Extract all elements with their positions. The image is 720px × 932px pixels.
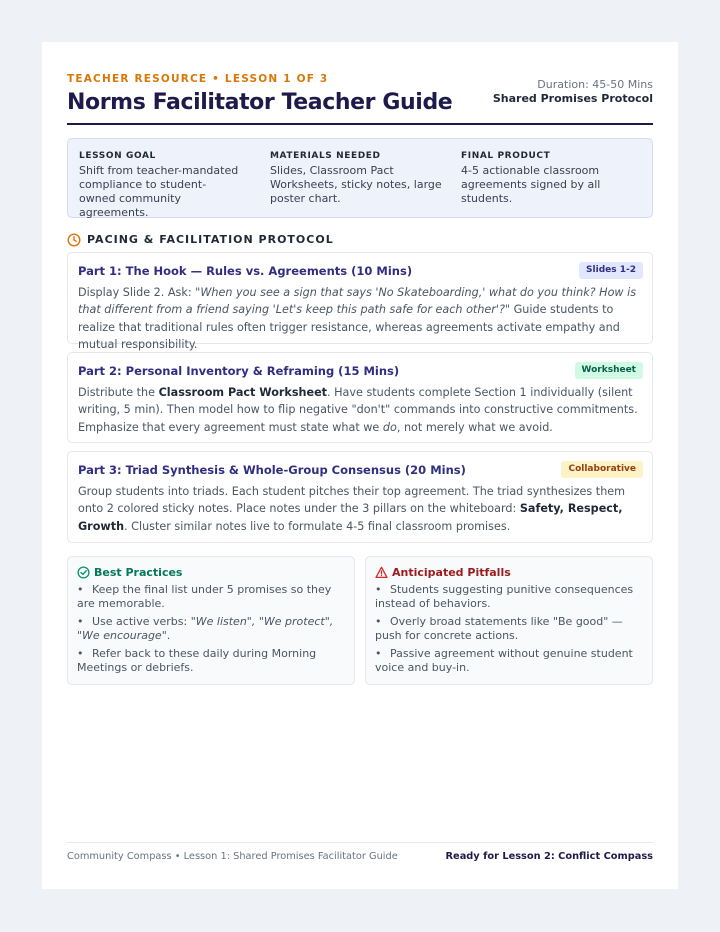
final-product-text: 4-5 actionable classroom agreements signed by all students. [461,164,601,205]
final-product [461,151,641,206]
best-practices-box [67,556,355,685]
page-title: Norms Facilitator Teacher Guide [67,90,453,115]
part-1-title: Part 1: The Hook — Rules vs. Agreements (10 Mins) [78,264,413,278]
list-item: • Refer back to these daily during Morning Meetings or debriefs. [77,647,317,674]
clock-icon [67,232,81,246]
materials-text: Slides, Classroom Pact Worksheets, sticky notes, large poster chart. [270,164,442,205]
part-2-title: Part 2: Personal Inventory & Reframing (15 Mins) [78,364,400,378]
part-2-text-a: Distribute the [78,386,159,399]
pitfall-2: Overly broad statements like "Be good" — push for concrete actions. [375,615,623,642]
pacing-card-part-1 [67,252,653,351]
check-circle-icon [77,566,90,579]
pacing-card-part-2 [67,352,653,443]
part-3-badge: Collaborative [561,461,643,478]
best-practice-3: Refer back to these daily during Morning Meetings or debriefs. [77,647,317,674]
part-1-description [78,284,646,353]
warning-triangle-icon [375,566,388,579]
pitfalls-title: Anticipated Pitfalls [392,566,511,579]
part-3-text-a: Group students into triads. Each student pitches their top agreement. The triad synthesizes them onto 2 colored sticky notes. Place notes under the 3 pillars on the whiteboard: [78,485,626,516]
best-practices-heading [77,566,182,579]
footer-divider [67,842,653,843]
lesson-meta [493,78,653,106]
list-item: • Passive agreement without genuine student voice and buy-in. [375,647,633,674]
part-2-badge: Worksheet [575,362,644,379]
pitfalls-box [365,556,653,685]
part-2-text-b: . Have students complete Section 1 individually (silent writing, 5 min). Then model how to flip negative "don't" commands into constructive commitments. Emphasize that every agreement must state what we [78,386,638,434]
list-item: • Keep the final list under 5 promises so they are memorable. [77,583,332,610]
part-3-description [78,483,646,535]
part-1-text-a: Display Slide 2. Ask: " [78,286,201,299]
lesson-goal [79,151,259,220]
pitfalls-heading [375,566,511,579]
protocol-name: Shared Promises Protocol [492,92,653,105]
part-2-description [78,384,646,436]
pacing-heading-text: PACING & FACILITATION PROTOCOL [87,232,334,246]
best-practice-2-quote: "We listen", "We protect", "We encourage" [77,615,334,642]
lesson-goal-label: LESSON GOAL [79,151,156,161]
list-item: • Use active verbs: "We listen", "We protect", "We encourage". [77,615,334,642]
header-divider [67,123,653,125]
lesson-summary-box [67,138,653,218]
pitfall-3: Passive agreement without genuine student voice and buy-in. [375,647,633,674]
part-2-bold: Classroom Pact Worksheet [158,386,328,399]
best-practice-2a: Use active verbs: [92,615,191,628]
final-product-label: FINAL PRODUCT [461,151,551,161]
part-3-title: Part 3: Triad Synthesis & Whole-Group Consensus (20 Mins) [78,463,466,477]
best-practice-1: Keep the final list under 5 promises so they are memorable. [77,583,332,610]
part-2-emphasis: do [382,420,397,434]
best-practice-2b: . [166,629,171,642]
footer-next-lesson: Ready for Lesson 2: Conflict Compass [445,851,653,862]
part-3-bold: Safety, Respect, Growth [78,502,623,533]
part-2-text-c: , not merely what we avoid. [396,420,553,434]
list-item: • Students suggesting punitive consequences instead of behaviors. [375,583,634,610]
part-1-badge: Slides 1-2 [579,262,643,279]
footer-course-info: Community Compass • Lesson 1: Shared Promises Facilitator Guide [67,851,398,862]
duration-text: Duration: 45-50 Mins [537,78,653,91]
materials-label: MATERIALS NEEDED [270,151,381,161]
eyebrow-label: TEACHER RESOURCE • LESSON 1 OF 3 [67,73,329,85]
pitfalls-list [375,583,647,679]
guide-page [42,42,678,889]
pitfall-1: Students suggesting punitive consequences instead of behaviors. [375,583,634,610]
list-item: • Overly broad statements like "Be good" — push for concrete actions. [375,615,623,642]
materials-needed [270,151,450,206]
part-3-text-b: . Cluster similar notes live to formulate 4-5 final classroom promises. [124,519,511,533]
pacing-section-heading [67,231,334,247]
lesson-goal-text: Shift from teacher-mandated compliance to student-owned community agreements. [79,164,239,219]
best-practices-title: Best Practices [94,566,183,579]
pacing-card-part-3 [67,451,653,543]
part-1-text-b: " Guide students to realize that traditional rules often trigger resistance, whereas agreements activate empathy and mutual responsibility. [78,303,620,351]
part-1-quote: When you see a sign that says 'No Skateboarding,' what do you think? How is that different from a friend saying 'Let's keep this path safe for each other'? [78,286,637,317]
best-practices-list [77,583,349,679]
